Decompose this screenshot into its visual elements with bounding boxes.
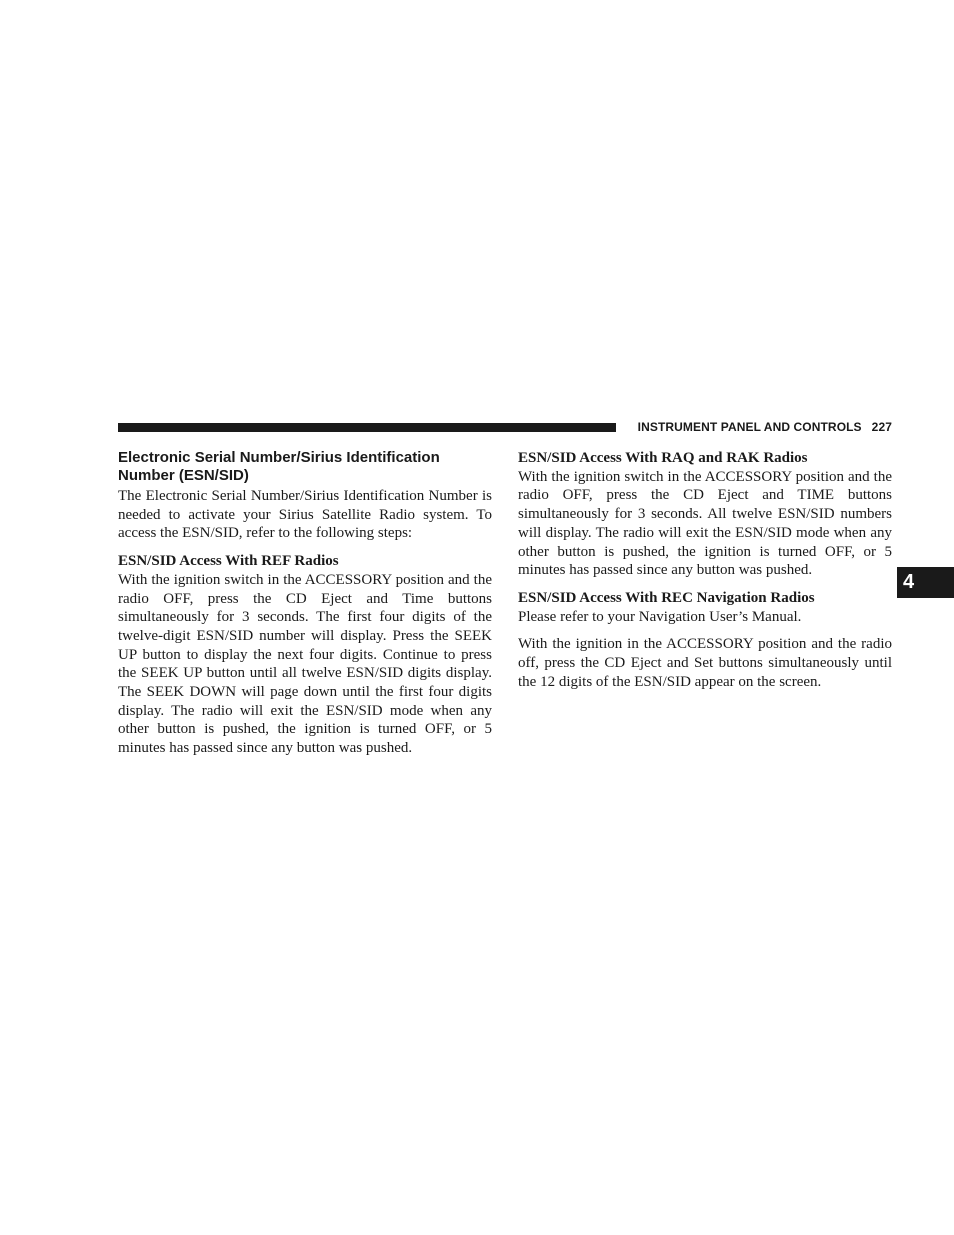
ref-radios-heading: ESN/SID Access With REF Radios: [118, 553, 339, 570]
section-title: Electronic Serial Number/Sirius Identification Number (ESN/SID): [118, 449, 440, 484]
page-number: 227: [871, 420, 892, 434]
raq-rak-radios-paragraph: With the ignition switch in the ACCESSORY position and the radio OFF, press the CD Eject and TIME buttons simultaneously for 3 seconds. All twelve ESN/SID numbers will display. The radio will exit the ESN/SID mode when any other button is pushed, the ignition is turned OFF, or 5 minutes has passed since any button was pushed.: [518, 468, 892, 579]
running-header: [626, 420, 892, 434]
rec-navigation-paragraph-2: With the ignition in the ACCESSORY position and the radio off, press the CD Eject and Set buttons simultaneously until the 12 digits of the ESN/SID appear on the screen.: [518, 636, 892, 690]
header-section-title: INSTRUMENT PANEL AND CONTROLS: [637, 420, 862, 434]
intro-paragraph: The Electronic Serial Number/Sirius Identification Number is needed to activate your Sirius Satellite Radio system. To access the ESN/SID, refer to the following steps:: [118, 488, 492, 542]
rec-navigation-paragraph-1: Please refer to your Navigation User’s Manual.: [518, 608, 802, 625]
raq-rak-radios-heading: ESN/SID Access With RAQ and RAK Radios: [518, 450, 808, 466]
chapter-tab: 4: [897, 567, 954, 598]
rec-navigation-heading: ESN/SID Access With REC Navigation Radios: [518, 589, 815, 606]
header-rule: [118, 423, 616, 432]
right-column: [518, 449, 892, 691]
left-column: [118, 449, 492, 758]
ref-radios-paragraph: With the ignition switch in the ACCESSORY position and the radio OFF, press the CD Eject and Time buttons simultaneously for 3 seconds. The first four digits of the twelve-digit ESN/SID number will display. Press the SEEK UP button to display the next four digits. Continue to press the SEEK UP button until all twelve ESN/SID digits display. The SEEK DOWN will page down until the first four digits display. The radio will exit the ESN/SID mode when any other button is pushed, the ignition is turned OFF, or 5 minutes has passed since any button was pushed.: [118, 571, 492, 757]
